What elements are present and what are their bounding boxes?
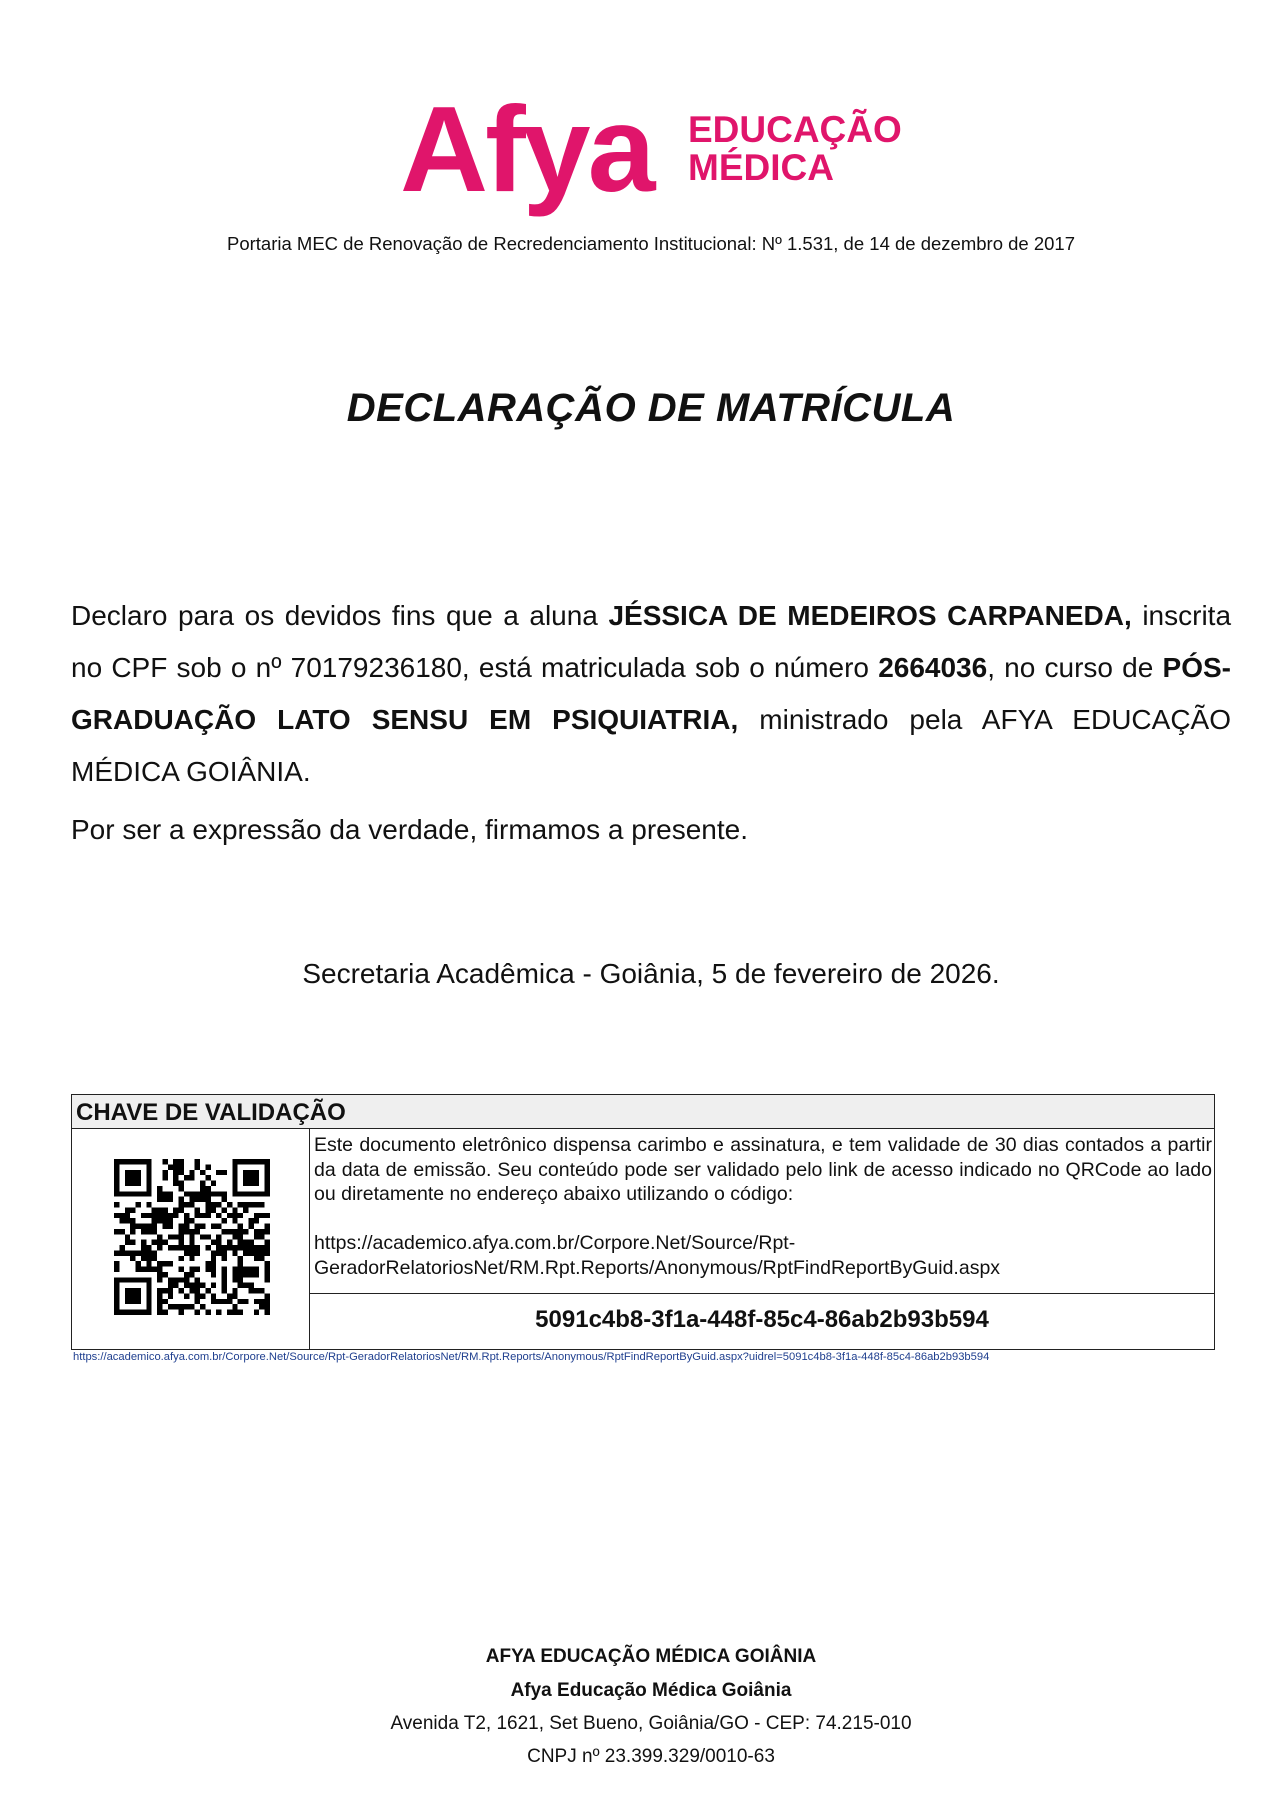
validation-code-cell (310, 1293, 1214, 1349)
logo-wordmark: Afya (400, 81, 653, 217)
logo-subtitle-line1: EDUCAÇÃO (688, 109, 902, 150)
qr-code-icon[interactable] (114, 1159, 270, 1315)
document-title: DECLARAÇÃO DE MATRÍCULA (346, 386, 956, 430)
paragraph-text: , no curso de (987, 652, 1163, 683)
portaria-text: Portaria MEC de Renovação de Recredenciamento Institucional: Nº 1.531, de 14 de dezembro de 2017 (227, 233, 1075, 254)
footer-cnpj: CNPJ nº 23.399.329/0010-63 (527, 1746, 775, 1767)
validation-full-link[interactable]: https://academico.afya.com.br/Corpore.Net/Source/Rpt-GeradorRelatoriosNet/RM.Rpt.Reports/Anonymous/RptFindReportByGuid.aspx?uidrel=5091c4b8-3f1a-448f-85c4-86ab2b93b594 (73, 1351, 990, 1363)
paragraph-text: inscrita no CPF sob o nº 70179236180, está matriculada sob o número (71, 600, 1232, 683)
footer-address: Avenida T2, 1621, Set Bueno, Goiânia/GO - CEP: 74.215-010 (390, 1713, 912, 1734)
student-name: JÉSSICA DE MEDEIROS CARPANEDA, (608, 600, 1132, 631)
paragraph-text: ministrado pela AFYA EDUCAÇÃO MÉDICA GOIÂNIA. (71, 704, 1231, 787)
enrollment-number: 2664036 (878, 652, 988, 683)
validation-url-line2[interactable]: GeradorRelatoriosNet/RM.Rpt.Reports/Anonymous/RptFindReportByGuid.aspx (314, 1256, 1001, 1279)
footer-institution: AFYA EDUCAÇÃO MÉDICA GOIÂNIA (485, 1646, 817, 1667)
validation-title: CHAVE DE VALIDAÇÃO (76, 1099, 346, 1126)
validation-url[interactable] (314, 1231, 1212, 1280)
validation-code: 5091c4b8-3f1a-448f-85c4-86ab2b93b594 (535, 1306, 989, 1333)
closing-statement: Por ser a expressão da verdade, firmamos a presente. (71, 814, 749, 845)
paragraph-text: Declaro para os devidos fins que a aluna (71, 600, 609, 631)
qr-cell (72, 1129, 310, 1349)
logo-subtitle-line2: MÉDICA (688, 147, 834, 188)
declaration-paragraph (71, 590, 1231, 798)
place-and-date: Secretaria Acadêmica - Goiânia, 5 de fevereiro de 2026. (302, 958, 1000, 989)
validation-instructions: Este documento eletrônico dispensa carimbo e assinatura, e tem validade de 30 dias contados a partir da data de emissão. Seu conteúdo pode ser validado pelo link de acesso indicado no QRCode ao lado ou diretamente no endereço abaixo utilizando o código: (314, 1134, 1212, 1205)
course-name: PÓS-GRADUAÇÃO LATO SENSU EM PSIQUIATRIA, (71, 652, 1231, 735)
validation-box (71, 1094, 1215, 1350)
validation-header (72, 1095, 1214, 1129)
validation-url-line1[interactable]: https://academico.afya.com.br/Corpore.Net/Source/Rpt- (314, 1232, 796, 1254)
footer-institution-name: Afya Educação Médica Goiânia (510, 1680, 792, 1701)
afya-logo (400, 81, 902, 217)
